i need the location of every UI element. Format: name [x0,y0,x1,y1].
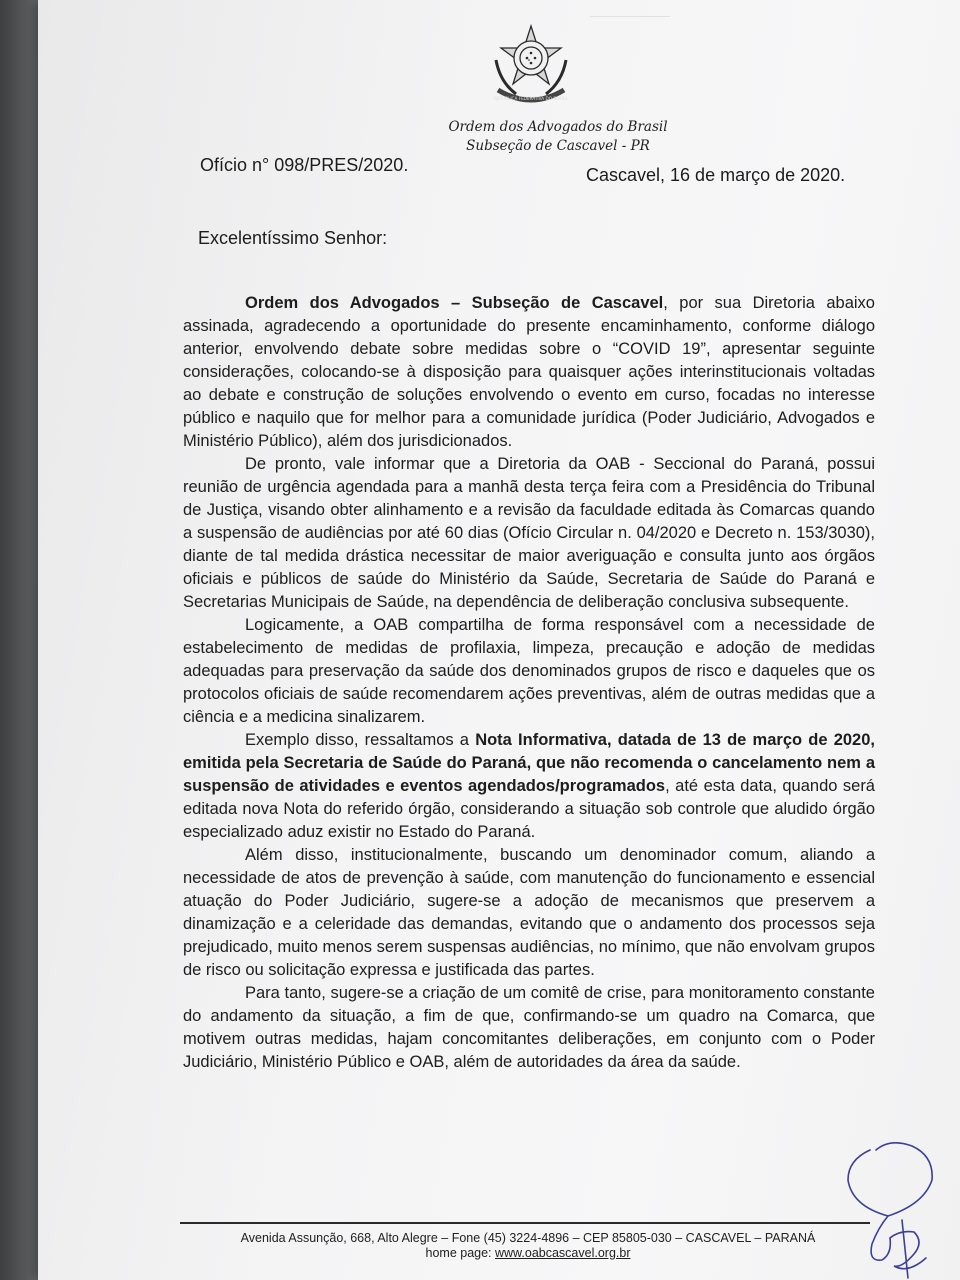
paragraph-3: Logicamente, a OAB compartilha de forma responsável com a necessidade de estabelecimento de medidas de profilaxia, limpeza, precaução e adoção de medidas adequadas para preservação da saúde dos denominados grupos de risco e daqueles que os protocolos oficiais de saúde recomendarem ações preventivas, além de outras medidas que a ciência e a medicina sinalizarem. [183,616,875,726]
paragraph-4-start: Exemplo disso, ressaltamos a [245,731,476,749]
footer-homepage [198,1246,858,1261]
paragraph-4-bold: Nota Informativa, datada de 13 de março de 2020, emitida pela Secretaria de Saúde do Paraná, que não recomenda o cancelamento nem a suspensão de atividades e eventos agendados/programados [183,731,875,795]
homepage-link[interactable]: www.oabcascavel.org.br [495,1246,631,1260]
footer [198,1231,858,1261]
salutation: Excelentíssimo Senhor: [198,228,388,248]
letter-body [183,292,875,1074]
paragraph-1-bold: Ordem dos Advogados – Subseção de Cascavel [245,294,664,312]
signature-icon [828,1120,960,1280]
paragraph-2: De pronto, vale informar que a Diretoria da OAB - Seccional do Paraná, possui reunião de urgência agendada para a manhã desta terça feira com a Presidência do Tribunal de Justiça, visando obter alinhamento e a revisão da faculdade editada às Comarcas quando a suspensão de audiências por até 60 dias (Ofício Circular n. 04/2020 e Decreto n. 153/3030), diante de tal medida drástica necessitar de maior averiguação e consulta junto aos órgãos oficiais e públicos de saúde do Ministério da Saúde, Secretaria de Saúde do Paraná e Secretarias Municipais de Saúde, na dependência de deliberação conclusiva subsequente. [183,455,875,611]
paragraph-1 [183,292,875,453]
letterhead-subsection: Subseção de Cascavel - PR [466,138,650,154]
letterhead [368,118,748,156]
document-page [38,0,960,1280]
letterhead-org: Ordem dos Advogados do Brasil [448,119,668,135]
footer-divider [180,1222,870,1224]
paragraph-4 [183,729,875,844]
document-date: Cascavel, 16 de março de 2020. [586,165,846,185]
paragraph-1-text: , por sua Diretoria abaixo assinada, agradecendo a oportunidade do presente encaminhamento, conforme diálogo anterior, envolvendo debate sobre medidas sobre o “COVID 19”, apresentar seguinte considerações, colocando-se à disposição para quaisquer ações interinstitucionais voltadas ao debate e construção de soluções envolvendo o evento em curso, focadas no interesse público e naquilo que for melhor para a comunidade jurídica (Poder Judiciário, Advogados e Ministério Público), além dos jurisdicionados. [183,294,875,450]
emblem-text: REPÚBLICA FEDERATIVA DO BRASIL [493,96,569,101]
brazil-coat-of-arms-icon [486,20,576,110]
oficio-number: Ofício n° 098/PRES/2020. [200,155,409,175]
paragraph-6: Para tanto, sugere-se a criação de um comitê de crise, para monitoramento constante do andamento da situação, a fim de que, confirmando-se um quadro na Comarca, que motivem outras medidas, hajam concomitantes deliberações, em conjunto com o Poder Judiciário, Ministério Público e OAB, além de autoridades da área da saúde. [183,984,875,1071]
bleed-through-mark [590,0,670,17]
desk-background [0,0,40,1280]
paragraph-4-text: , até esta data, quando será editada nova Nota do referido órgão, considerando a situação sob controle que aludido órgão especializado aduz existir no Estado do Paraná. [183,777,875,841]
homepage-label: home page: [425,1246,495,1260]
paragraph-5: Além disso, institucionalmente, buscando um denominador comum, aliando a necessidade de atos de prevenção à saúde, com manutenção do funcionamento e essencial atuação do Poder Judiciário, sugere-se a adoção de mecanismos que preservem a dinamização e a celeridade das demandas, evitando que o andamento dos processos seja prejudicado, muito menos serem suspensas audiências, no mínimo, que não envolvam grupos de risco ou solicitação expressa e justificada das partes. [183,846,875,979]
footer-address: Avenida Assunção, 668, Alto Alegre – Fone (45) 3224-4896 – CEP 85805-030 – CASCAVEL – PARANÁ [240,1231,816,1245]
